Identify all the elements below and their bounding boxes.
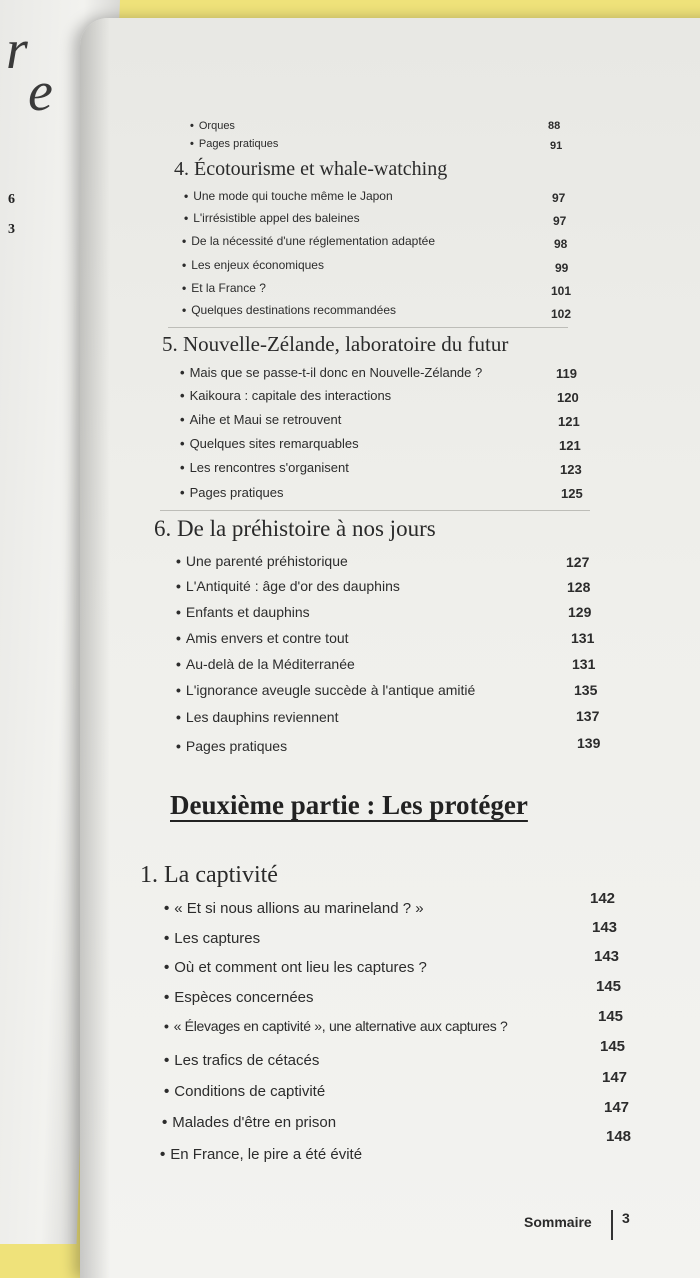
toc-entry: • Pages pratiques xyxy=(176,738,288,754)
toc-entry: • Espèces concernées xyxy=(164,989,314,1006)
left-page-number: 6 xyxy=(8,192,15,207)
toc-page-number: 127 xyxy=(566,554,590,570)
left-page-letter-r: r xyxy=(6,19,28,81)
toc-page-number: 121 xyxy=(558,414,580,429)
chapter-title: 5. Nouvelle-Zélande, laboratoire du futur xyxy=(162,332,509,356)
left-page-letter-e: e xyxy=(28,61,53,123)
toc-entry: • Quelques destinations recommandées xyxy=(182,303,396,317)
toc-entry: • Les trafics de cétacés xyxy=(164,1052,320,1069)
toc-page-number: 145 xyxy=(598,1008,624,1025)
toc-page-number: 147 xyxy=(604,1099,630,1116)
chapter-title: 6. De la préhistoire à nos jours xyxy=(154,516,436,541)
toc-page-number: 145 xyxy=(596,978,622,995)
toc-entry: • Quelques sites remarquables xyxy=(180,436,359,451)
chapter-title: 1. La captivité xyxy=(140,862,278,888)
toc-entry: • Enfants et dauphins xyxy=(176,604,310,620)
toc-page-number: 129 xyxy=(568,604,592,620)
toc-page-number: 97 xyxy=(552,191,566,205)
toc-page-number: 135 xyxy=(574,682,598,698)
toc-page-number: 143 xyxy=(594,948,620,965)
toc-entry: • L'irrésistible appel des baleines xyxy=(184,211,360,225)
toc-page-number: 99 xyxy=(555,261,569,275)
toc-page-number: 143 xyxy=(592,919,618,936)
page-number: 3 xyxy=(622,1210,630,1226)
toc-entry: • Orques xyxy=(190,120,235,132)
toc-page-number: 119 xyxy=(556,366,577,381)
toc-page-number: 139 xyxy=(577,735,601,751)
toc-entry: • En France, le pire a été évité xyxy=(160,1146,363,1163)
toc-page-number: 98 xyxy=(554,237,568,251)
toc-entry: • Les rencontres s'organisent xyxy=(180,460,349,475)
toc-entry: • Amis envers et contre tout xyxy=(176,630,349,646)
footer-label: Sommaire xyxy=(524,1214,592,1230)
toc-page-number: 97 xyxy=(553,214,567,228)
toc-entry: • Les captures xyxy=(164,930,261,947)
chapter-title: 4. Écotourisme et whale-watching xyxy=(174,158,448,180)
section-divider xyxy=(168,327,568,328)
toc-entry: • Et la France ? xyxy=(182,281,266,295)
footer-separator xyxy=(611,1210,613,1240)
toc-page-number: 128 xyxy=(567,579,591,595)
toc-entry: • Où et comment ont lieu les captures ? xyxy=(164,959,427,976)
toc-page-number: 125 xyxy=(561,486,583,501)
toc-page-number: 148 xyxy=(606,1128,632,1145)
toc-entry: • Kaikoura : capitale des interactions xyxy=(180,388,392,403)
toc-entry: • Conditions de captivité xyxy=(164,1083,326,1100)
toc-entry: • Aihe et Maui se retrouvent xyxy=(180,412,342,427)
toc-entry: • L'ignorance aveugle succède à l'antique amitié xyxy=(176,682,476,698)
toc-entry: • Les enjeux économiques xyxy=(182,258,324,272)
toc-page-number: 120 xyxy=(557,390,579,405)
part-title: Deuxième partie : Les protéger xyxy=(170,790,528,820)
toc-entry: • Mais que se passe-t-il donc en Nouvelle-Zélande ? xyxy=(180,365,483,380)
toc-page-number: 121 xyxy=(559,438,581,453)
toc-page-number: 131 xyxy=(572,656,596,672)
section-divider xyxy=(160,510,590,511)
toc-page-number: 102 xyxy=(551,307,572,321)
toc-entry: • Les dauphins reviennent xyxy=(176,709,339,725)
toc-entry: • L'Antiquité : âge d'or des dauphins xyxy=(176,578,400,594)
toc-page-number: 145 xyxy=(600,1038,626,1055)
toc-page-number: 123 xyxy=(560,462,582,477)
toc-page-number: 137 xyxy=(576,708,600,724)
toc-entry: • Une parenté préhistorique xyxy=(176,553,348,569)
toc-entry: • Pages pratiques xyxy=(180,485,284,500)
toc-page-number: 91 xyxy=(550,140,563,152)
toc-entry: • Pages pratiques xyxy=(190,138,279,150)
toc-entry: • « Et si nous allions au marineland ? » xyxy=(164,900,424,917)
toc-entry: • Malades d'être en prison xyxy=(162,1114,337,1131)
toc-page-number: 88 xyxy=(548,120,561,132)
toc-entry: • De la nécessité d'une réglementation adaptée xyxy=(182,234,435,248)
toc-page-number: 131 xyxy=(571,630,595,646)
toc-entry: • Au-delà de la Méditerranée xyxy=(176,656,355,672)
toc-entry: • Une mode qui touche même le Japon xyxy=(184,189,393,203)
left-page-number: 3 xyxy=(8,222,15,237)
toc-page-number: 101 xyxy=(551,284,572,298)
toc-page-number: 142 xyxy=(590,890,616,907)
toc-entry: • « Élevages en captivité », une alternative aux captures ? xyxy=(164,1018,508,1034)
toc-page-number: 147 xyxy=(602,1069,628,1086)
